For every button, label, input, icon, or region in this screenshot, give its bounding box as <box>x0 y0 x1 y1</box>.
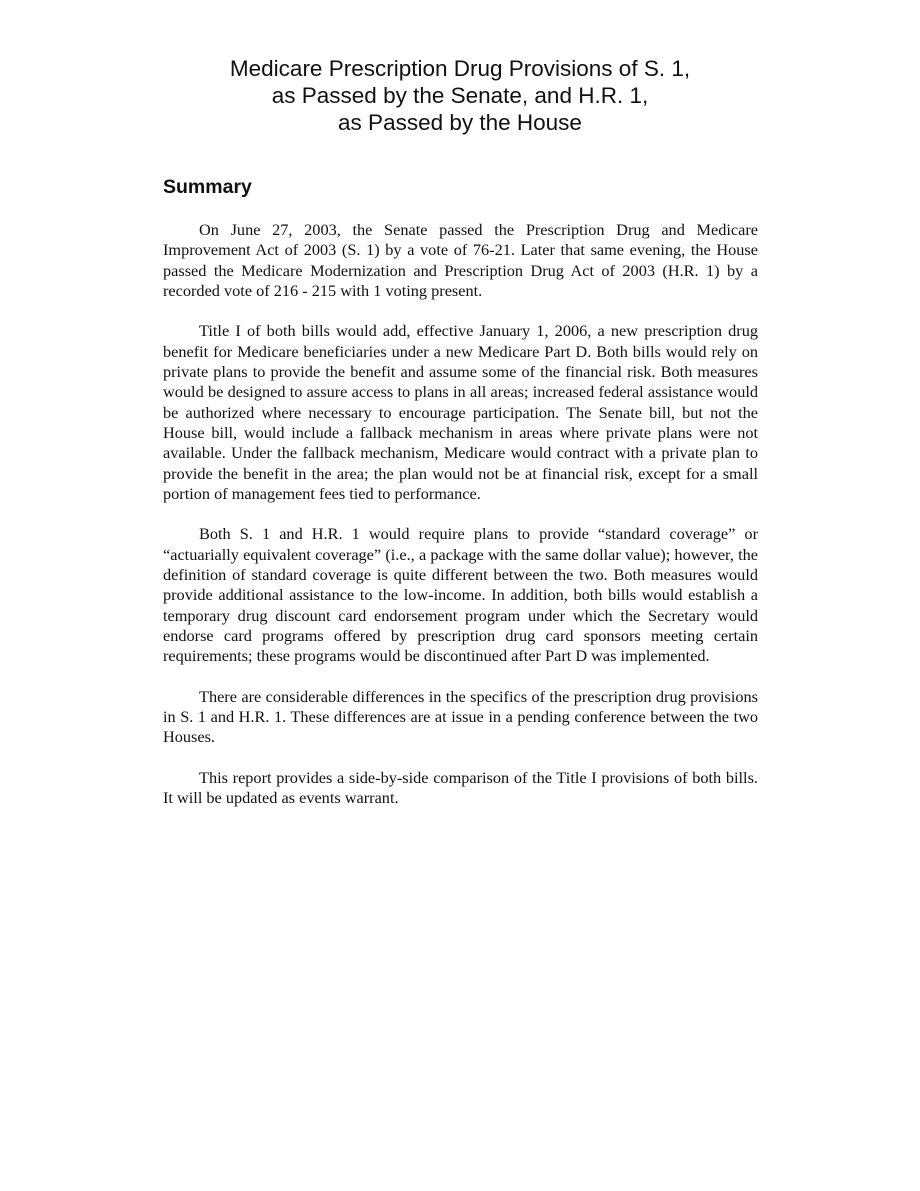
summary-heading: Summary <box>163 176 252 198</box>
title-line-2: as Passed by the Senate, and H.R. 1, <box>271 83 649 108</box>
document-title <box>0 55 920 136</box>
paragraph-report-purpose: This report provides a side-by-side comparison of the Title I provisions of both bills. It will be updated as events warrant. <box>163 768 758 808</box>
title-line-3: as Passed by the House <box>338 110 582 135</box>
summary-body <box>163 220 758 829</box>
paragraph-standard-coverage: Both S. 1 and H.R. 1 would require plans to provide “standard coverage” or “actuarially equivalent coverage” (i.e., a package with the same dollar value); however, the definition of standard coverage is quite different between the two. Both measures would provide additional assistance to the low-income. In addition, both bills would establish a temporary drug discount card endorsement program under which the Secretary would endorse card programs offered by prescription drug card sponsors meeting certain requirements; these programs would be discontinued after Part D was implemented. <box>163 524 758 666</box>
paragraph-differences: There are considerable differences in the specifics of the prescription drug provisions in S. 1 and H.R. 1. These differences are at issue in a pending conference between the two Houses. <box>163 686 758 747</box>
paragraph-senate-house-vote: On June 27, 2003, the Senate passed the Prescription Drug and Medicare Improvement Act of 2003 (S. 1) by a vote of 76-21. Later that same evening, the House passed the Medicare Modernization and Prescription Drug Act of 2003 (H.R. 1) by a recorded vote of 216 - 215 with 1 voting present. <box>163 220 758 300</box>
title-line-1: Medicare Prescription Drug Provisions of S. 1, <box>229 56 691 81</box>
paragraph-title-i-benefit: Title I of both bills would add, effective January 1, 2006, a new prescription drug benefit for Medicare beneficiaries under a new Medicare Part D. Both bills would rely on private plans to provide the benefit and assume some of the financial risk. Both measures would be designed to assure access to plans in all areas; increased federal assistance would be authorized where necessary to encourage participation. The Senate bill, but not the House bill, would include a fallback mechanism in areas where private plans were not available. Under the fallback mechanism, Medicare would contract with a private plan to provide the benefit in the area; the plan would not be at financial risk, except for a small portion of management fees tied to performance. <box>163 321 758 503</box>
